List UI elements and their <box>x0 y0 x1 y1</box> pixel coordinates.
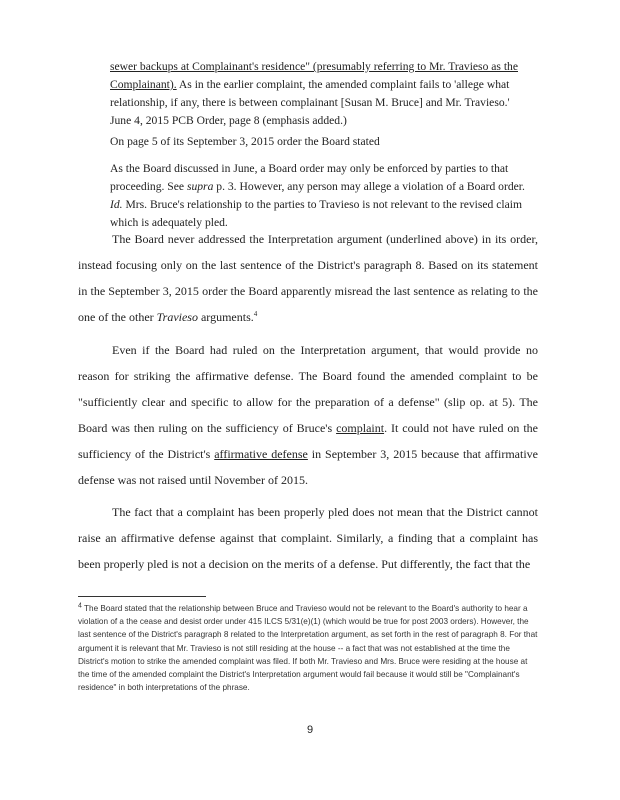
intro-line: On page 5 of its September 3, 2015 order the Board stated <box>110 135 380 148</box>
para2-part-b: . It could not have ruled on the sufficiency of the District's <box>78 421 539 461</box>
para2-part-a: Even if the Board had ruled on the Interpretation argument, that would provide no reason for striking the affirmative defense. The Board found the amended complaint to be "sufficiently clear and specific to allow for the preparation of a defense" (slip op. at 5). The Board was then ruling on the sufficiency of Bruce's <box>78 343 538 435</box>
block-quote-2 <box>110 160 530 232</box>
para2-complaint: complaint <box>336 421 385 435</box>
quote2-part-c: Mrs. Bruce's relationship to the parties to Travieso is not relevant to the revised claim which is adequately pled. <box>110 198 522 229</box>
quote2-id: Id. <box>110 198 123 211</box>
footnote <box>78 602 540 694</box>
quote2-part-a: As the Board discussed in June, a Board order may only be enforced by parties to that proceeding. See <box>110 162 509 193</box>
paragraph-1 <box>78 226 538 330</box>
footnote-separator <box>78 596 206 597</box>
footnote-text: The Board stated that the relationship between Bruce and Travieso would not be relevant to the Board's authority to hear a violation of a the cease and desist order under 415 ILCS 5/31(e)(1) (which would be true for post 2003 orders). However, the last sentence of the District's paragraph 8 related to the Interpretation argument, as set forth in the rest of paragraph 8. For that argument it is relevant that Mr. Travieso is not still residing at the house -- a fact that was not established at the time the District's motion to strike the amended complaint was filed. If both Mr. Travieso and Mrs. Bruce were residing at the house at the time of the amended complaint the District's Interpretation argument would fail because it would still be "Complainant's residence" in both interpretations of the phrase. <box>78 604 538 693</box>
block-quote-1 <box>110 58 530 130</box>
quote2-part-b: p. 3. However, any person may allege a violation of a Board order. <box>213 180 525 193</box>
para2-defense: affirmative defense <box>214 447 308 461</box>
para2-part-c: in September 3, 2015 because that affirmative defense was not raised until November of 2015. <box>78 447 538 487</box>
quote1-underlined: sewer backups at Complainant's residence" (presumably referring to Mr. Travieso as the Complainant). <box>110 60 518 91</box>
paragraph-3: The fact that a complaint has been properly pled does not mean that the District cannot raise an affirmative defense against that complaint. Similarly, a finding that a complaint has been properly pled is not a decision on the merits of a defense. Put differently, the fact that the <box>78 505 538 571</box>
quote1-rest: As in the earlier complaint, the amended complaint fails to 'allege what relationship, if any, there is between complainant [Susan M. Bruce] and Mr. Travieso.' June 4, 2015 PCB Order, page 8 (emphasis added.) <box>110 78 510 127</box>
para1-part-a: The Board never addressed the Interpretation argument (underlined above) in its order, instead focusing only on the last sentence of the District's paragraph 8. Based on its statement in the September 3, 2015 order the Board apparently misread the last sentence as relating to the one of the other <box>78 232 538 324</box>
footnote-mark: 4 <box>78 602 82 610</box>
footnote-ref: 4 <box>253 310 258 318</box>
para1-travieso: Travieso <box>156 310 198 324</box>
page-number: 9 <box>306 724 314 736</box>
paragraph-2 <box>78 337 538 493</box>
para1-part-b: arguments. <box>197 310 254 324</box>
quote2-supra: supra <box>186 180 214 193</box>
